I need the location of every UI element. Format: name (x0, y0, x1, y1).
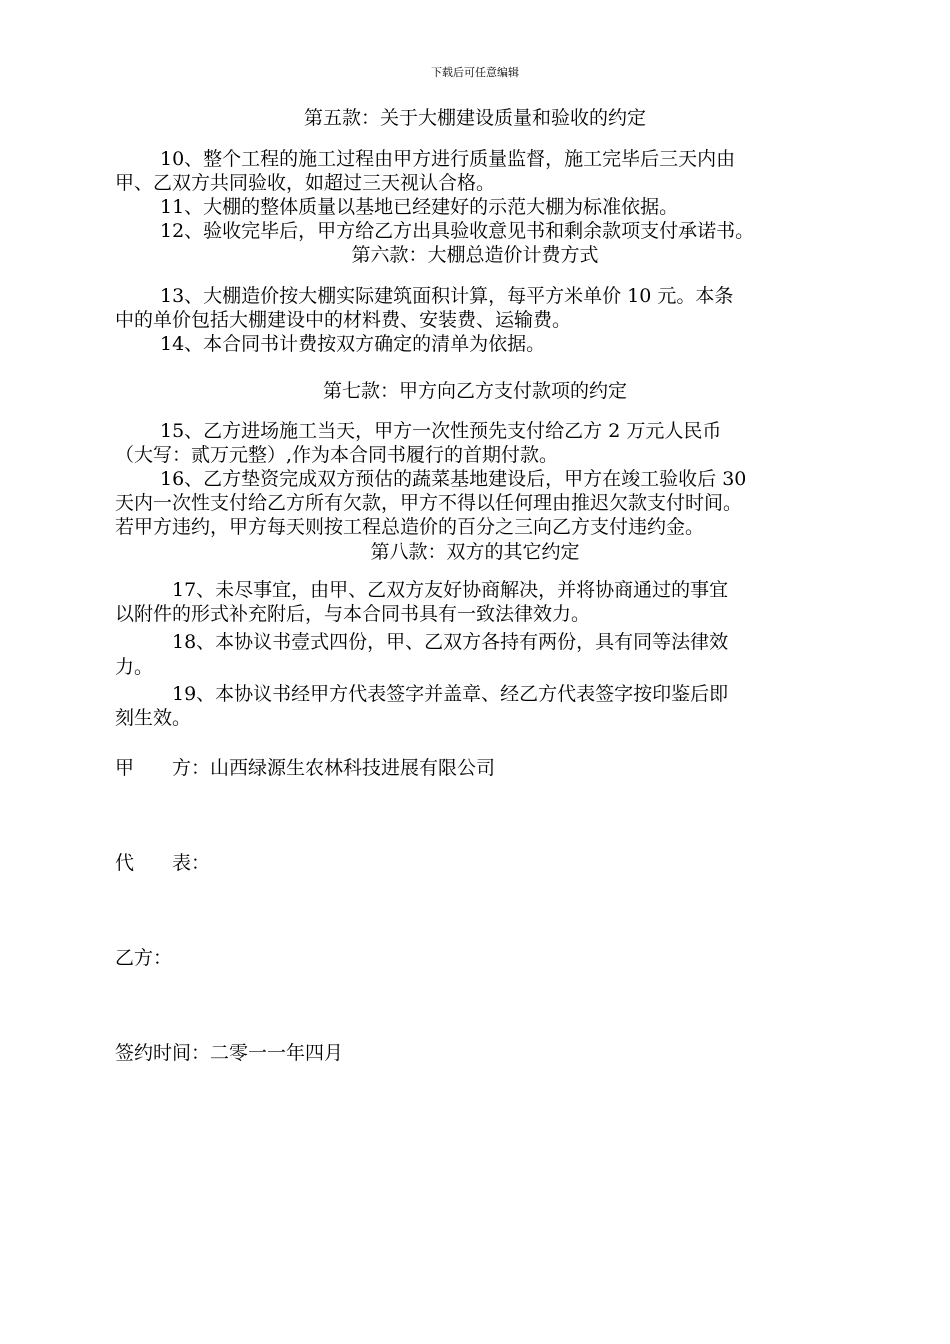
clause-15-line-1: 15、乙方进场施工当天，甲方一次性预先支付给乙方 2 万元人民币 (160, 420, 722, 442)
clause-18-line-1: 18、本协议书壹式四份，甲、乙双方各持有两份，具有同等法律效 (172, 631, 729, 653)
header-note: 下载后可任意编辑 (431, 66, 519, 79)
section-5-title: 第五款：关于大棚建设质量和验收的约定 (303, 107, 646, 129)
clause-15-line-2: （大写：贰万元整）,作为本合同书履行的首期付款。 (115, 444, 559, 466)
clause-10-line-2: 甲、乙双方共同验收，如超过三天视认合格。 (115, 172, 496, 194)
signing-date-line: 签约时间：二零一一年四月 (115, 1042, 344, 1064)
clause-19-line-2: 刻生效。 (115, 707, 192, 729)
clause-18-line-2: 力。 (115, 656, 154, 678)
party-a-line: 甲 方：山西绿源生农林科技进展有限公司 (115, 757, 496, 779)
clause-17-line-1: 17、未尽事宜，由甲、乙双方友好协商解决，并将协商通过的事宜 (172, 579, 729, 601)
clause-10-line-1: 10、整个工程的施工过程由甲方进行质量监督，施工完毕后三天内由 (160, 148, 736, 170)
section-6-title: 第六款：大棚总造价计费方式 (351, 244, 599, 266)
section-8-title: 第八款：双方的其它约定 (370, 541, 580, 563)
clause-11: 11、大棚的整体质量以基地已经建好的示范大棚为标准依据。 (160, 196, 679, 218)
clause-19-line-1: 19、本协议书经甲方代表签字并盖章、经乙方代表签字按印鉴后即 (172, 683, 729, 705)
clause-16-line-3: 若甲方违约，甲方每天则按工程总造价的百分之三向乙方支付违约金。 (115, 516, 705, 538)
clause-16-line-2: 天内一次性支付给乙方所有欠款，甲方不得以任何理由推迟欠款支付时间。 (115, 492, 743, 514)
clause-14: 14、本合同书计费按双方确定的清单为依据。 (160, 333, 546, 355)
party-b-line: 乙方： (115, 947, 173, 969)
clause-13-line-2: 中的单价包括大棚建设中的材料费、安装费、运输费。 (115, 309, 572, 331)
section-7-title: 第七款：甲方向乙方支付款项的约定 (322, 380, 627, 402)
clause-17-line-2: 以附件的形式补充附后，与本合同书具有一致法律效力。 (115, 603, 591, 625)
clause-16-line-1: 16、乙方垫资完成双方预估的蔬菜基地建设后，甲方在竣工验收后 30 (160, 468, 747, 490)
representative-line: 代 表： (115, 852, 211, 874)
clause-13-line-1: 13、大棚造价按大棚实际建筑面积计算，每平方米单价 10 元。本条 (160, 285, 734, 307)
clause-12: 12、验收完毕后，甲方给乙方出具验收意见书和剩余款项支付承诺书。 (160, 220, 755, 242)
